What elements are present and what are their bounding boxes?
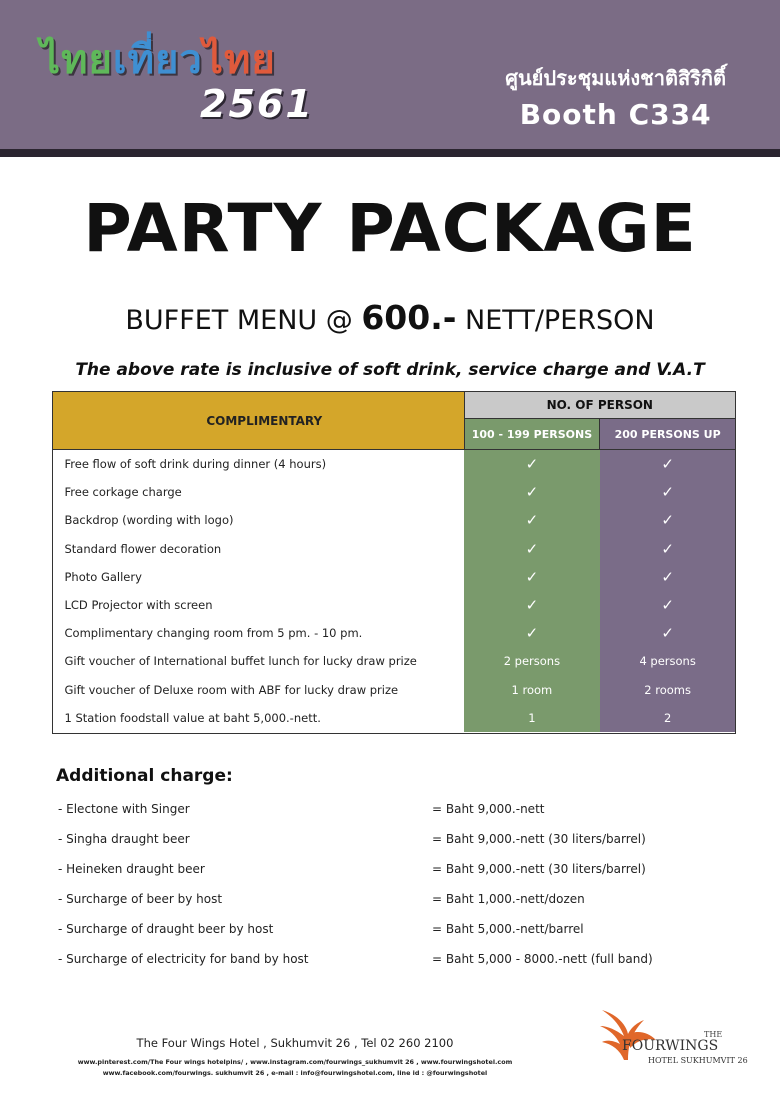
col1-header: 100 - 199 PERSONS xyxy=(464,419,600,450)
footer xyxy=(0,1036,590,1079)
row-col1-value: 2 persons xyxy=(464,647,600,675)
subtitle-suffix: NETT/PERSON xyxy=(456,305,655,336)
table-row xyxy=(53,619,736,647)
wings-logo-icon xyxy=(594,1004,664,1064)
event-logo-year: 2561 xyxy=(200,82,314,126)
row-label: Free corkage charge xyxy=(64,485,182,500)
list-item xyxy=(58,946,698,976)
row-col2-value: 2 rooms xyxy=(600,676,736,704)
row-col2-value: 2 xyxy=(600,704,736,732)
row-label: Standard flower decoration xyxy=(64,541,222,556)
row-col1-value: ✓ xyxy=(464,535,600,563)
footer-links-line2: www.facebook.com/fourwings. sukhumvit 26 , e-mail : info@fourwingshotel.com, line id : @fourwingshotel xyxy=(102,1069,488,1077)
table-row xyxy=(53,647,736,675)
row-col2-value: ✓ xyxy=(600,450,736,479)
charge-price: = Baht 9,000.-nett (30 liters/barrel) xyxy=(432,832,646,846)
no-of-person-header: NO. OF PERSON xyxy=(464,392,735,419)
logo-word-1: ไทย xyxy=(40,37,113,83)
row-label: Free flow of soft drink during dinner (4 hours) xyxy=(64,457,327,472)
charge-price: = Baht 5,000 - 8000.-nett (full band) xyxy=(432,952,653,966)
price-value: 600.- xyxy=(361,298,457,337)
list-item xyxy=(58,856,698,886)
event-logo-thai-text xyxy=(40,38,276,82)
complimentary-header: COMPLIMENTARY xyxy=(53,392,465,450)
list-item xyxy=(58,886,698,916)
row-col2-value: 4 persons xyxy=(600,647,736,675)
venue-name: ศูนย์ประชุมแห่งชาติสิริกิติ์ xyxy=(505,66,726,90)
package-table xyxy=(52,391,736,732)
table-row xyxy=(53,591,736,619)
charge-price: = Baht 5,000.-nett/barrel xyxy=(432,922,584,936)
hotel-logo xyxy=(594,1004,754,1084)
charge-price: = Baht 9,000.-nett (30 liters/barrel) xyxy=(432,862,646,876)
charge-item: - Singha draught beer xyxy=(58,832,190,846)
price-subtitle xyxy=(0,298,780,337)
brand-the: THE xyxy=(704,1030,723,1039)
row-label: LCD Projector with screen xyxy=(64,598,213,613)
row-col2-value: ✓ xyxy=(600,506,736,534)
table-row xyxy=(53,563,736,591)
row-col1-value: ✓ xyxy=(464,563,600,591)
charge-price: = Baht 9,000.-nett xyxy=(432,802,545,816)
table-row xyxy=(53,704,736,732)
charge-item: - Electone with Singer xyxy=(58,802,190,816)
list-item xyxy=(58,826,698,856)
row-label: Backdrop (wording with logo) xyxy=(64,513,234,528)
row-col1-value: ✓ xyxy=(464,478,600,506)
row-label: Gift voucher of Deluxe room with ABF for lucky draw prize xyxy=(64,682,399,697)
row-col1-value: 1 xyxy=(464,704,600,732)
charge-item: - Surcharge of beer by host xyxy=(58,892,223,906)
list-item xyxy=(58,916,698,946)
table-row xyxy=(53,478,736,506)
additional-charge-title: Additional charge: xyxy=(56,766,233,786)
footer-links-line1: www.pinterest.com/The Four wings hotelpins/ , www.instagram.com/fourwings_sukhumvit 26 , www.fourwingshotel.com xyxy=(77,1058,513,1066)
row-col2-value: ✓ xyxy=(600,535,736,563)
table-row xyxy=(53,676,736,704)
footer-address: The Four Wings Hotel , Sukhumvit 26 , Tel 02 260 2100 xyxy=(136,1036,454,1050)
event-logo xyxy=(40,37,314,126)
header-band xyxy=(0,0,780,157)
row-col2-value: ✓ xyxy=(600,591,736,619)
col2-header: 200 PERSONS UP xyxy=(600,419,736,450)
charge-item: - Surcharge of draught beer by host xyxy=(58,922,274,936)
row-col2-value: ✓ xyxy=(600,563,736,591)
row-col1-value: ✓ xyxy=(464,506,600,534)
row-col2-value: ✓ xyxy=(600,478,736,506)
row-col1-value: ✓ xyxy=(464,450,600,479)
row-col1-value: ✓ xyxy=(464,619,600,647)
row-label: Complimentary changing room from 5 pm. - 10 pm. xyxy=(64,626,363,641)
booth-number: Booth C334 xyxy=(519,98,712,131)
additional-charge-list xyxy=(58,796,698,976)
rate-note: The above rate is inclusive of soft drink, service charge and V.A.T xyxy=(75,360,705,380)
list-item xyxy=(58,796,698,826)
table-row xyxy=(53,506,736,534)
table-row xyxy=(53,535,736,563)
logo-word-3: ไทย xyxy=(202,37,276,83)
page-title: PARTY PACKAGE xyxy=(83,190,697,267)
brand-sub: HOTEL SUKHUMVIT 26 xyxy=(648,1056,748,1065)
row-col2-value: ✓ xyxy=(600,619,736,647)
brand-name: FOURWINGS xyxy=(622,1038,719,1054)
charge-item: - Heineken draught beer xyxy=(58,862,205,876)
row-label: Photo Gallery xyxy=(64,569,142,584)
charge-item: - Surcharge of electricity for band by host xyxy=(58,952,309,966)
charge-price: = Baht 1,000.-nett/dozen xyxy=(432,892,585,906)
row-label: 1 Station foodstall value at baht 5,000.-nett. xyxy=(64,710,321,725)
row-col1-value: 1 room xyxy=(464,676,600,704)
row-label: Gift voucher of International buffet lunch for lucky draw prize xyxy=(64,654,417,669)
logo-word-2: เที่ยว xyxy=(112,37,203,83)
subtitle-prefix: BUFFET MENU @ xyxy=(125,305,362,336)
row-col1-value: ✓ xyxy=(464,591,600,619)
table-row xyxy=(53,450,736,479)
venue-block xyxy=(505,62,726,131)
